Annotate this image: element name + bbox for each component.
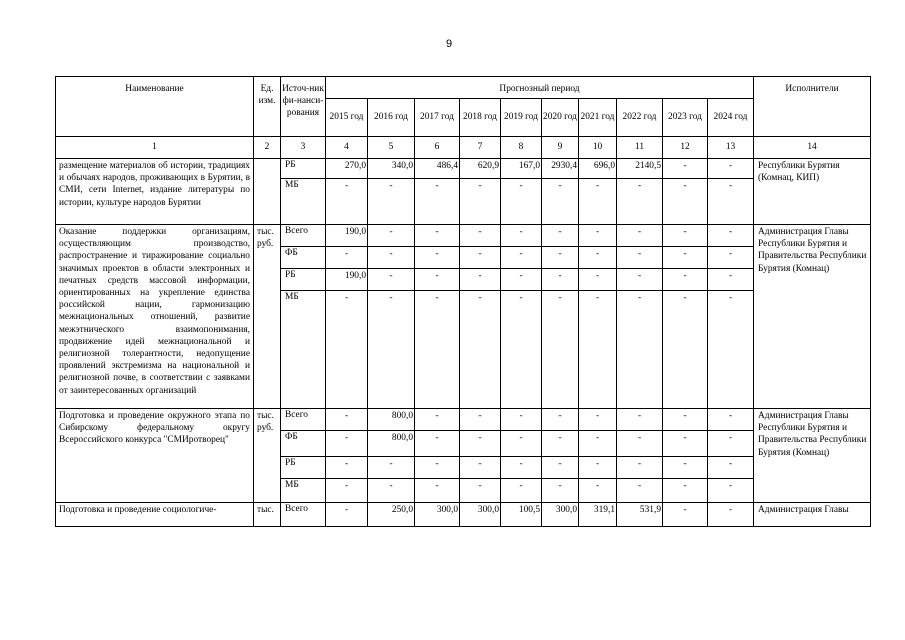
funding-source: Всего [281,503,326,527]
value-cell: - [501,479,542,503]
value-cell: 531,9 [617,503,663,527]
funding-source: ФБ [281,247,326,269]
value-cell: - [617,291,663,409]
funding-source: ФБ [281,431,326,457]
value-cell: - [368,225,415,247]
funding-source: Всего [281,225,326,247]
header-source: Источ-ник фи-нанси-рования [281,77,326,137]
item-executor: Администрация Главы Республики Бурятия и Правительства Республики Бурятия (Комнац) [754,409,871,503]
column-number: 13 [708,137,754,159]
header-year: 2018 год [460,99,501,137]
value-cell: 800,0 [368,431,415,457]
column-number: 3 [281,137,326,159]
value-cell: - [415,247,460,269]
header-year: 2022 год [617,99,663,137]
value-cell: - [542,269,579,291]
value-cell: - [368,269,415,291]
value-cell: - [708,291,754,409]
value-cell: - [368,479,415,503]
value-cell: - [617,225,663,247]
value-cell: - [579,479,617,503]
value-cell: - [663,225,708,247]
value-cell: 250,0 [368,503,415,527]
value-cell: - [579,225,617,247]
value-cell: - [663,479,708,503]
value-cell: - [579,291,617,409]
column-number: 4 [326,137,368,159]
value-cell: - [415,457,460,479]
item-executor: Администрация Главы Республики Бурятия и Правительства Республики Бурятия (Комнац) [754,225,871,409]
value-cell: - [460,409,501,431]
value-cell: - [460,179,501,225]
value-cell: - [501,291,542,409]
value-cell: - [579,247,617,269]
header-year: 2024 год [708,99,754,137]
value-cell: - [415,269,460,291]
value-cell: - [617,269,663,291]
header-year: 2019 год [501,99,542,137]
value-cell: - [460,269,501,291]
item-unit [254,159,281,225]
value-cell: - [368,179,415,225]
funding-source: МБ [281,291,326,409]
item-name: Оказание поддержки организациям, осуществляющим производство, распространение и тиражирование социально значимых проектов в области электронных и печатных средств массовой информации, ориентированных на укрепление единства российской нации, гармонизацию межнациональных отношений, развитие межэтнического взаимопонимания, продвижение идей межнациональной и религиозной толерантности, недопущение проявлений экстремизма на национальной и религиозной почве, в соответствии с заявками от заинтересованных организаций [56,225,254,409]
value-cell: 190,0 [326,269,368,291]
column-number: 10 [579,137,617,159]
value-cell: - [326,431,368,457]
column-number: 14 [754,137,871,159]
column-number: 8 [501,137,542,159]
value-cell: 190,0 [326,225,368,247]
funding-source: РБ [281,159,326,179]
value-cell: - [326,457,368,479]
table-row [56,225,871,247]
column-number: 11 [617,137,663,159]
value-cell: - [579,269,617,291]
value-cell: 319,1 [579,503,617,527]
item-name: Подготовка и проведение окружного этапа по Сибирскому федеральному округу Всероссийского конкурса "СМИротворец" [56,409,254,503]
value-cell: - [663,269,708,291]
value-cell: - [708,247,754,269]
value-cell: - [326,291,368,409]
value-cell: - [663,457,708,479]
value-cell: - [326,479,368,503]
header-year: 2023 год [663,99,708,137]
value-cell: 2930,4 [542,159,579,179]
item-name: Подготовка и проведение социологиче- [56,503,254,527]
value-cell: - [415,431,460,457]
value-cell: - [501,457,542,479]
value-cell: - [617,479,663,503]
value-cell: - [460,457,501,479]
value-cell: - [326,247,368,269]
header-forecast: Прогнозный период [326,77,754,99]
value-cell: - [542,479,579,503]
value-cell: - [501,409,542,431]
value-cell: - [663,431,708,457]
value-cell: - [663,291,708,409]
value-cell: - [579,179,617,225]
value-cell: - [617,179,663,225]
value-cell: - [326,503,368,527]
value-cell: - [415,291,460,409]
value-cell: 100,5 [501,503,542,527]
table-row [56,159,871,179]
item-unit: тыс. руб. [254,225,281,409]
value-cell: - [326,409,368,431]
column-number: 1 [56,137,254,159]
value-cell: - [708,179,754,225]
value-cell: 620,9 [460,159,501,179]
value-cell: - [617,431,663,457]
value-cell: - [542,291,579,409]
header-unit: Ед. изм. [254,77,281,137]
value-cell: - [663,179,708,225]
value-cell: - [708,159,754,179]
header-year: 2017 год [415,99,460,137]
header-name: Наименование [56,77,254,137]
item-unit: тыс. руб. [254,409,281,503]
value-cell: - [663,503,708,527]
value-cell: - [542,409,579,431]
financing-table [55,76,871,527]
header-year: 2021 год [579,99,617,137]
value-cell: - [415,225,460,247]
value-cell: - [460,479,501,503]
value-cell: - [415,179,460,225]
value-cell: - [708,431,754,457]
value-cell: 167,0 [501,159,542,179]
value-cell: - [326,179,368,225]
value-cell: - [579,431,617,457]
column-number: 9 [542,137,579,159]
value-cell: - [460,225,501,247]
value-cell: - [579,409,617,431]
value-cell: - [617,409,663,431]
value-cell: - [708,225,754,247]
value-cell: - [460,247,501,269]
item-name: размещение материалов об истории, традициях и обычаях народов, проживающих в Бурятии, в СМИ, сети Internet, издание литературы по истории, культуре народов Бурятии [56,159,254,225]
column-number: 12 [663,137,708,159]
header-year: 2016 год [368,99,415,137]
value-cell: - [708,269,754,291]
item-executor: Администрация Главы [754,503,871,527]
header-year: 2015 год [326,99,368,137]
item-unit: тыс. [254,503,281,527]
value-cell: - [542,431,579,457]
value-cell: - [368,247,415,269]
value-cell: - [542,179,579,225]
column-number: 7 [460,137,501,159]
value-cell: - [579,457,617,479]
value-cell: - [368,291,415,409]
value-cell: - [368,457,415,479]
header-executors: Исполнители [754,77,871,137]
value-cell: - [460,431,501,457]
funding-source: РБ [281,269,326,291]
funding-source: МБ [281,479,326,503]
item-executor: Республики Бурятия (Комнац, КИП) [754,159,871,225]
value-cell: - [617,247,663,269]
value-cell: - [663,247,708,269]
header-year: 2020 год [542,99,579,137]
value-cell: 486,4 [415,159,460,179]
value-cell: 300,0 [460,503,501,527]
value-cell: 300,0 [542,503,579,527]
value-cell: - [501,431,542,457]
page-number: 9 [446,38,453,50]
table-row [56,503,871,527]
value-cell: 340,0 [368,159,415,179]
value-cell: - [708,409,754,431]
funding-source: МБ [281,179,326,225]
value-cell: - [460,291,501,409]
value-cell: - [663,159,708,179]
table-row [56,409,871,431]
value-cell: - [708,457,754,479]
value-cell: - [708,479,754,503]
value-cell: - [415,479,460,503]
value-cell: - [708,503,754,527]
value-cell: - [542,457,579,479]
value-cell: - [663,409,708,431]
value-cell: 2140,5 [617,159,663,179]
value-cell: 270,0 [326,159,368,179]
value-cell: 300,0 [415,503,460,527]
value-cell: - [542,247,579,269]
value-cell: - [501,179,542,225]
value-cell: - [415,409,460,431]
value-cell: - [501,225,542,247]
value-cell: - [501,247,542,269]
funding-source: РБ [281,457,326,479]
column-number: 6 [415,137,460,159]
value-cell: - [501,269,542,291]
value-cell: 696,0 [579,159,617,179]
value-cell: - [542,225,579,247]
value-cell: 800,0 [368,409,415,431]
column-number: 5 [368,137,415,159]
column-number: 2 [254,137,281,159]
value-cell: - [617,457,663,479]
funding-source: Всего [281,409,326,431]
